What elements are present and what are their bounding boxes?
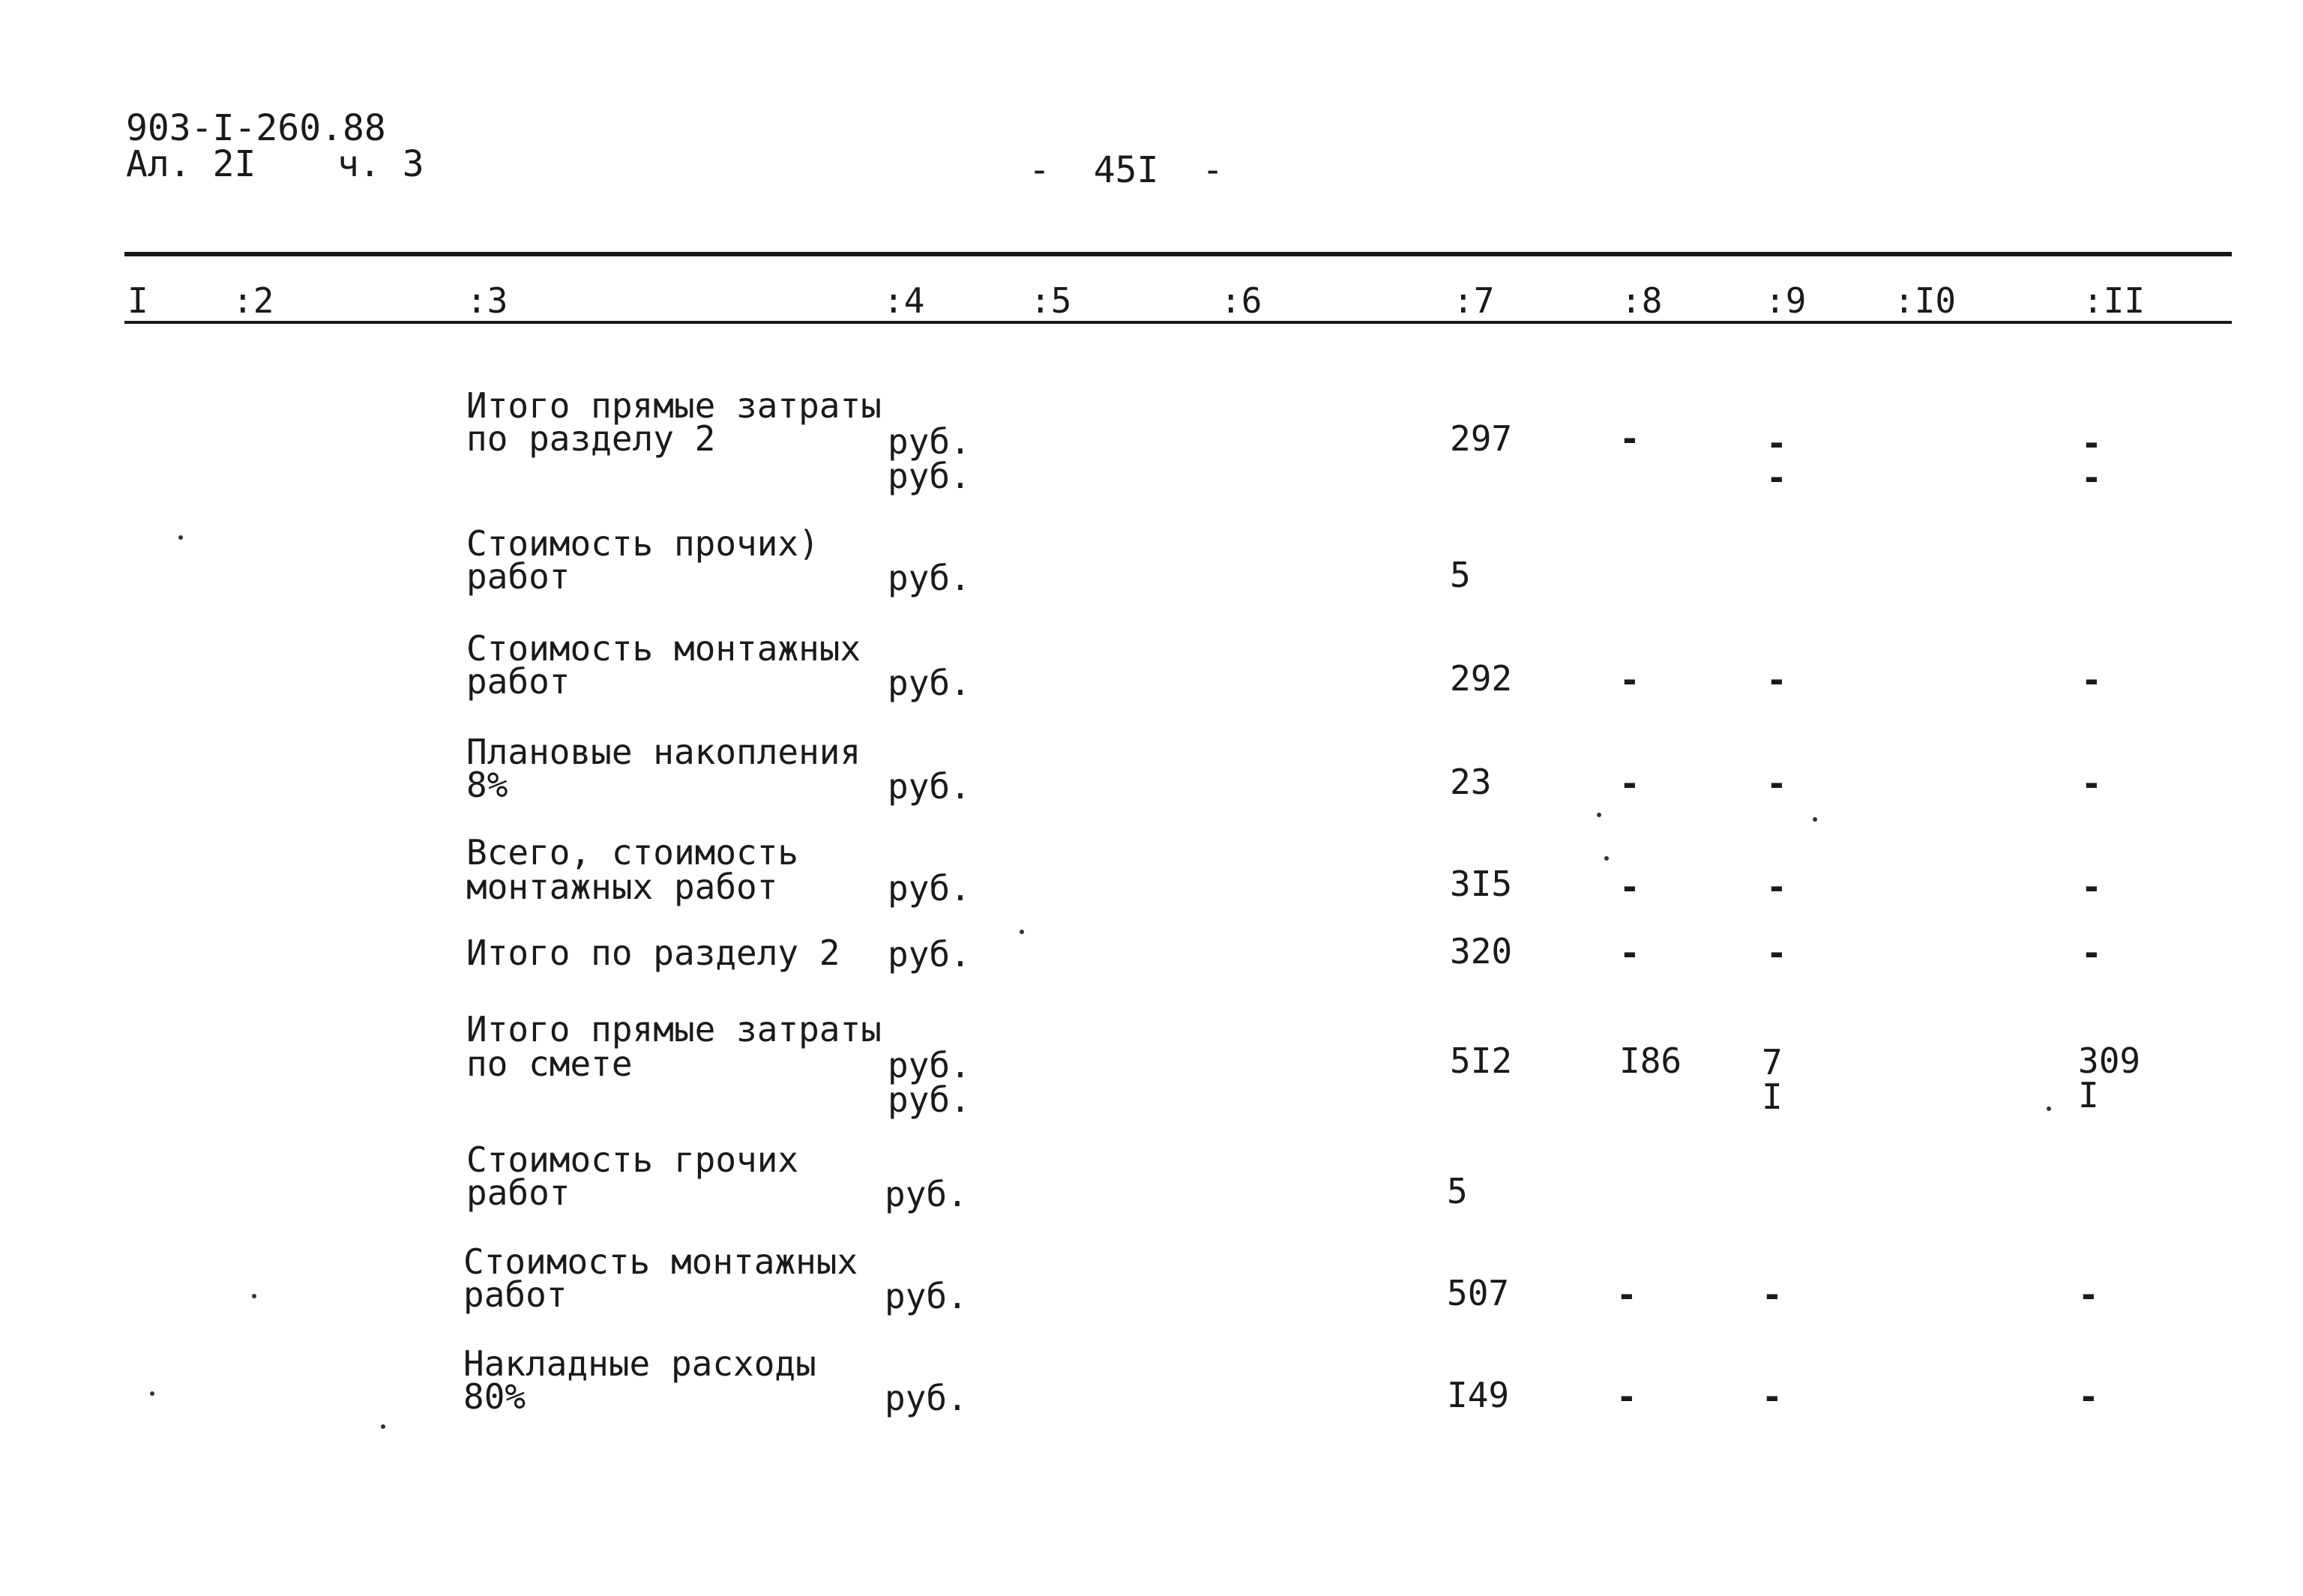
row-value-col9: - (1766, 660, 1787, 700)
row-value-col11: - (2081, 423, 2102, 463)
row-value-col9: - (1766, 933, 1787, 973)
row-value-col7: 5 (1447, 1171, 1468, 1211)
row-value-col11: I (2078, 1075, 2099, 1115)
row-name-line: Стоимость грочих (466, 1139, 799, 1180)
scan-speck (2047, 1106, 2051, 1111)
row-value-col7: 292 (1450, 658, 1513, 699)
row-value-col9: - (1766, 867, 1787, 907)
row-value-col9: 7 (1762, 1042, 1783, 1082)
row-unit: руб. (888, 934, 971, 975)
row-name-line: Итого по разделу 2 (466, 933, 840, 973)
column-header-4: :4 (883, 280, 925, 321)
row-unit: руб. (888, 1045, 971, 1085)
row-name-line: Накладные расходы (463, 1343, 816, 1384)
row-value-col9: - (1766, 763, 1787, 804)
page-number: - 45I - (1029, 149, 1224, 191)
column-header-3: :3 (466, 280, 508, 321)
row-value-col9: - (1766, 423, 1787, 463)
row-value-col11: 309 (2078, 1041, 2141, 1081)
row-name-line: Итого прямые затраты (466, 385, 882, 426)
doc-number: 903-I-260.88 (126, 107, 386, 149)
column-header-11: :II (2083, 280, 2146, 321)
scan-speck (1597, 813, 1601, 817)
row-name-line: Стоимость монтажных (463, 1241, 858, 1282)
column-header-1: I (127, 280, 148, 321)
row-name-line: работ (466, 661, 571, 702)
scan-speck (1020, 930, 1024, 934)
column-header-8: :8 (1621, 280, 1663, 321)
row-value-col9: I (1762, 1076, 1783, 1117)
row-name-line: Плановые накопления (466, 732, 861, 772)
row-unit: руб. (888, 421, 971, 462)
scan-speck (252, 1294, 256, 1298)
table-top-rule (124, 252, 2232, 256)
row-unit: руб. (885, 1276, 968, 1316)
row-value-col11: - (2081, 867, 2102, 907)
scan-speck (1813, 817, 1817, 822)
row-unit: руб. (885, 1378, 968, 1418)
row-unit: руб. (888, 868, 971, 909)
column-header-6: :6 (1220, 280, 1262, 321)
row-value-col11: - (2081, 763, 2102, 804)
row-name-line: 8% (466, 765, 508, 805)
row-unit: руб. (888, 663, 971, 703)
row-value-col11: - (2081, 660, 2102, 700)
row-value-col11: - (2081, 933, 2102, 973)
table-header-rule (124, 321, 2232, 324)
row-value-col8: - (1619, 418, 1640, 459)
row-unit: руб. (885, 1174, 968, 1214)
row-value-col8: - (1619, 763, 1640, 804)
row-value-col11: - (2078, 1274, 2099, 1315)
row-name-line: монтажных работ (466, 867, 778, 907)
row-value-col7: 3I5 (1450, 864, 1513, 904)
row-value-col9: - (1766, 457, 1787, 498)
scan-speck (178, 535, 183, 540)
row-value-col7: 297 (1450, 418, 1513, 459)
row-name-line: по смете (466, 1044, 633, 1084)
row-value-col8: - (1619, 933, 1640, 973)
sheet-label: Ал. 2I (126, 143, 256, 185)
row-value-col7: 5I2 (1450, 1041, 1513, 1081)
row-name-line: работ (466, 556, 571, 597)
row-value-col8: I86 (1619, 1041, 1682, 1081)
row-unit: руб. (888, 558, 971, 598)
row-value-col8: - (1616, 1274, 1637, 1315)
row-name-line: по разделу 2 (466, 418, 716, 459)
row-value-col8: - (1616, 1376, 1637, 1417)
row-value-col7: 507 (1447, 1273, 1510, 1313)
column-header-7: :7 (1453, 280, 1495, 321)
row-unit: руб. (888, 1079, 971, 1120)
row-value-col8: - (1619, 867, 1640, 907)
column-header-5: :5 (1030, 280, 1072, 321)
row-name-line: работ (463, 1274, 568, 1315)
row-name-line: Стоимость монтажных (466, 628, 861, 669)
row-value-col11: - (2078, 1376, 2099, 1417)
row-unit: руб. (888, 766, 971, 807)
row-value-col8: - (1619, 660, 1640, 700)
row-unit: руб. (888, 456, 971, 496)
row-value-col11: - (2081, 457, 2102, 498)
scan-speck (381, 1424, 385, 1429)
row-value-col7: 320 (1450, 931, 1513, 972)
scan-speck (150, 1391, 154, 1396)
row-name-line: Всего, стоимость (466, 832, 799, 873)
row-name-line: 80% (463, 1376, 526, 1417)
row-name-line: работ (466, 1172, 571, 1213)
row-value-col7: 23 (1450, 762, 1492, 802)
row-value-col9: - (1762, 1376, 1783, 1417)
row-name-line: Итого прямые затраты (466, 1009, 882, 1050)
row-value-col7: I49 (1447, 1375, 1510, 1415)
row-value-col7: 5 (1450, 555, 1471, 595)
column-header-9: :9 (1765, 280, 1807, 321)
part-label: ч. 3 (337, 143, 424, 185)
column-header-10: :I0 (1894, 280, 1957, 321)
row-name-line: Стоимость прочих) (466, 523, 819, 564)
row-value-col9: - (1762, 1274, 1783, 1315)
scan-speck (1604, 856, 1609, 861)
column-header-2: :2 (232, 280, 274, 321)
